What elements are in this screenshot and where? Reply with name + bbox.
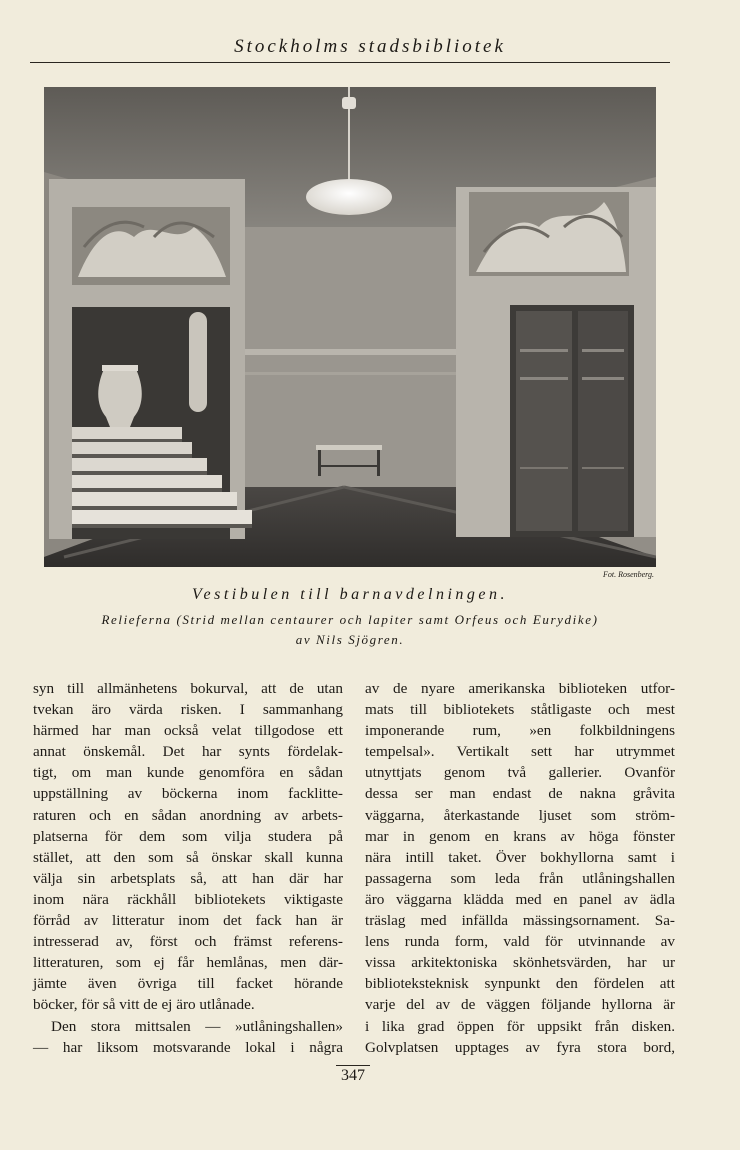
page-number: 347	[341, 1067, 365, 1084]
text-column-left	[33, 678, 343, 1058]
text-line: varje del av de väggen följande hyllorna är	[365, 996, 675, 1014]
text-line: böcker, för så vitt de ej äro utlånade.	[33, 996, 255, 1014]
wall-rail	[244, 349, 456, 355]
text-line: stället, att den som så önskar skall kunna	[33, 848, 343, 866]
text-line: i lika grad öppen för uppsikt från disken.	[365, 1017, 675, 1035]
text-line: platserna för dem som vilja studera på	[33, 827, 343, 845]
text-line: passagerna som leda från utlåningshallen	[365, 869, 675, 887]
text-line: uppställning av böckerna inom facklitte-	[33, 785, 343, 803]
text-line: vissa arkitektoniska skönhetsvärden, har ur	[365, 954, 675, 972]
text-line: lens runda form, vald för utvinnande av	[365, 933, 675, 951]
text-line: litteraturen, som ej får hemlånas, men där-	[33, 954, 343, 972]
text-line: imponerande rum, »en folkbildningens	[365, 722, 675, 740]
text-line: dessa ser man endast de nakna gråvita	[365, 785, 675, 803]
text-line: annat önskemål. Det har synts fördelak-	[33, 743, 343, 761]
text-line: härmed har man också velat tillgodose ett	[33, 722, 343, 740]
caption-line-1: Relieferna (Strid mellan centaurer och lapiter samt Orfeus och Eurydike)	[101, 612, 599, 627]
text-line: inom nära räckhåll bibliotekets viktigaste	[33, 890, 343, 908]
text-line: intresserad av, först och främst referens-	[33, 933, 343, 951]
text-line: väggarna, återkastande ljuset som ström-	[365, 806, 675, 824]
text-line: mar in genom en krans av höga fönster	[365, 827, 675, 845]
text-line: av de nyare amerikanska biblioteken utfor-	[365, 680, 675, 697]
text-line: förråd av litteratur inom det fack han är	[33, 912, 343, 930]
text-line: äro väggarna klädda med en panel av ädla	[365, 890, 675, 908]
running-head: Stockholms stadsbibliotek	[234, 36, 506, 57]
text-line: tigt, om man kunde genomföra en sådan	[33, 764, 343, 782]
text-line: Den stora mittsalen — »utlåningshallen»	[51, 1017, 343, 1035]
text-line: Golvplatsen upptages av fyra stora bord,	[365, 1038, 675, 1056]
text-line: nära intill taket. Över bokhyllorna samt i	[365, 848, 675, 866]
page-number-rule	[336, 1065, 370, 1066]
caption-title: Vestibulen till barnavdelningen.	[192, 586, 508, 603]
text-line: tvekan äro värda risken. I sammanhang	[33, 701, 343, 719]
text-line: mats till bibliotekets ståtligaste och mest	[365, 701, 675, 719]
text-line: jämte även övriga till facket hörande	[33, 975, 343, 993]
text-column-right	[365, 678, 675, 1058]
text-line: raturen och en sådan anordning av arbets-	[33, 806, 343, 824]
vestibule-photograph	[44, 87, 656, 567]
header-rule	[30, 62, 670, 63]
caption-line-2: av Nils Sjögren.	[295, 632, 405, 647]
text-line: syn till allmänhetens bokurval, att de utan	[33, 680, 343, 697]
text-line: biblioteksteknisk synpunkt den fördelen att	[365, 975, 675, 993]
text-line: — har liksom motsvarande lokal i några	[33, 1038, 343, 1056]
text-line: välja sin arbetsplats så, att han där har	[33, 869, 343, 887]
text-line: träslag med infällda mässingsornament. Sa-	[365, 912, 675, 930]
text-line: utnyttjats genom två gallerier. Ovanför	[365, 764, 675, 782]
photo-credit: Fot. Rosenberg.	[602, 570, 654, 579]
pendant-lamp	[306, 179, 392, 215]
text-line: tempelsal». Vertikalt sett har utrymmet	[365, 743, 675, 761]
